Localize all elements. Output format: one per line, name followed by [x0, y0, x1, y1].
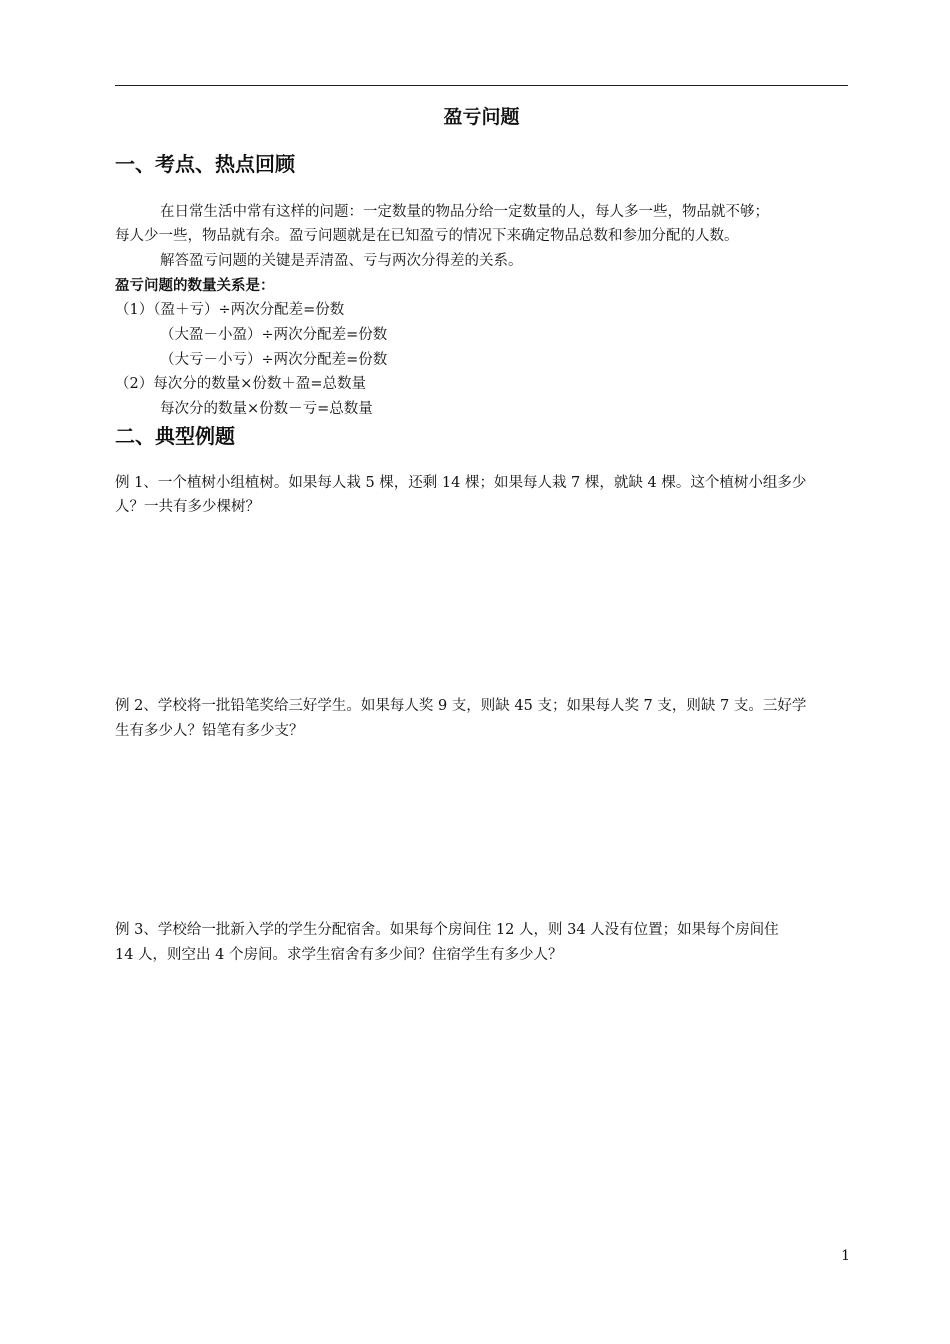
example-1-line-1: 例 1、一个植树小组植树。如果每人栽 5 棵，还剩 14 棵；如果每人栽 7 棵，就缺 4 棵。这个植树小组多少	[115, 475, 807, 491]
relation-line: （大亏－小亏）÷两次分配差=份数	[160, 352, 388, 368]
section-heading-examples: 二、典型例题	[115, 424, 235, 448]
intro-paragraph-line-2: 每人少一些，物品就有余。盈亏问题就是在已知盈亏的情况下来确定物品总数和参加分配的人数。	[115, 228, 739, 244]
page-number: 1	[841, 1248, 850, 1264]
example-1-line-2: 人？一共有多少棵树？	[115, 499, 260, 515]
relation-line: （2）每次分的数量×份数＋盈=总数量	[115, 376, 367, 392]
section-heading-review: 一、考点、热点回顾	[115, 152, 295, 176]
example-2-line-1: 例 2、学校将一批铅笔奖给三好学生。如果每人奖 9 支，则缺 45 支；如果每人奖 7 支，则缺 7 支。三好学	[115, 698, 807, 714]
example-3-line-2: 14 人，则空出 4 个房间。求学生宿舍有多少间？住宿学生有多少人？	[115, 947, 563, 963]
example-3-line-1: 例 3、学校给一批新入学的学生分配宿舍。如果每个房间住 12 人，则 34 人没有位置；如果每个房间住	[115, 922, 779, 938]
key-point-paragraph: 解答盈亏问题的关键是弄清盈、亏与两次分得差的关系。	[160, 253, 523, 269]
page-title: 盈亏问题	[443, 106, 520, 128]
relation-line: （大盈－小盈）÷两次分配差=份数	[160, 327, 388, 343]
intro-paragraph-line-1: 在日常生活中常有这样的问题：一定数量的物品分给一定数量的人，每人多一些，物品就不够；	[160, 204, 769, 220]
relations-heading: 盈亏问题的数量关系是：	[115, 278, 275, 294]
relation-line: （1）（盈＋亏）÷两次分配差=份数	[115, 302, 345, 318]
relation-line: 每次分的数量×份数－亏=总数量	[160, 401, 373, 417]
example-2-line-2: 生有多少人？铅笔有多少支？	[115, 723, 304, 739]
header-rule	[115, 85, 848, 86]
